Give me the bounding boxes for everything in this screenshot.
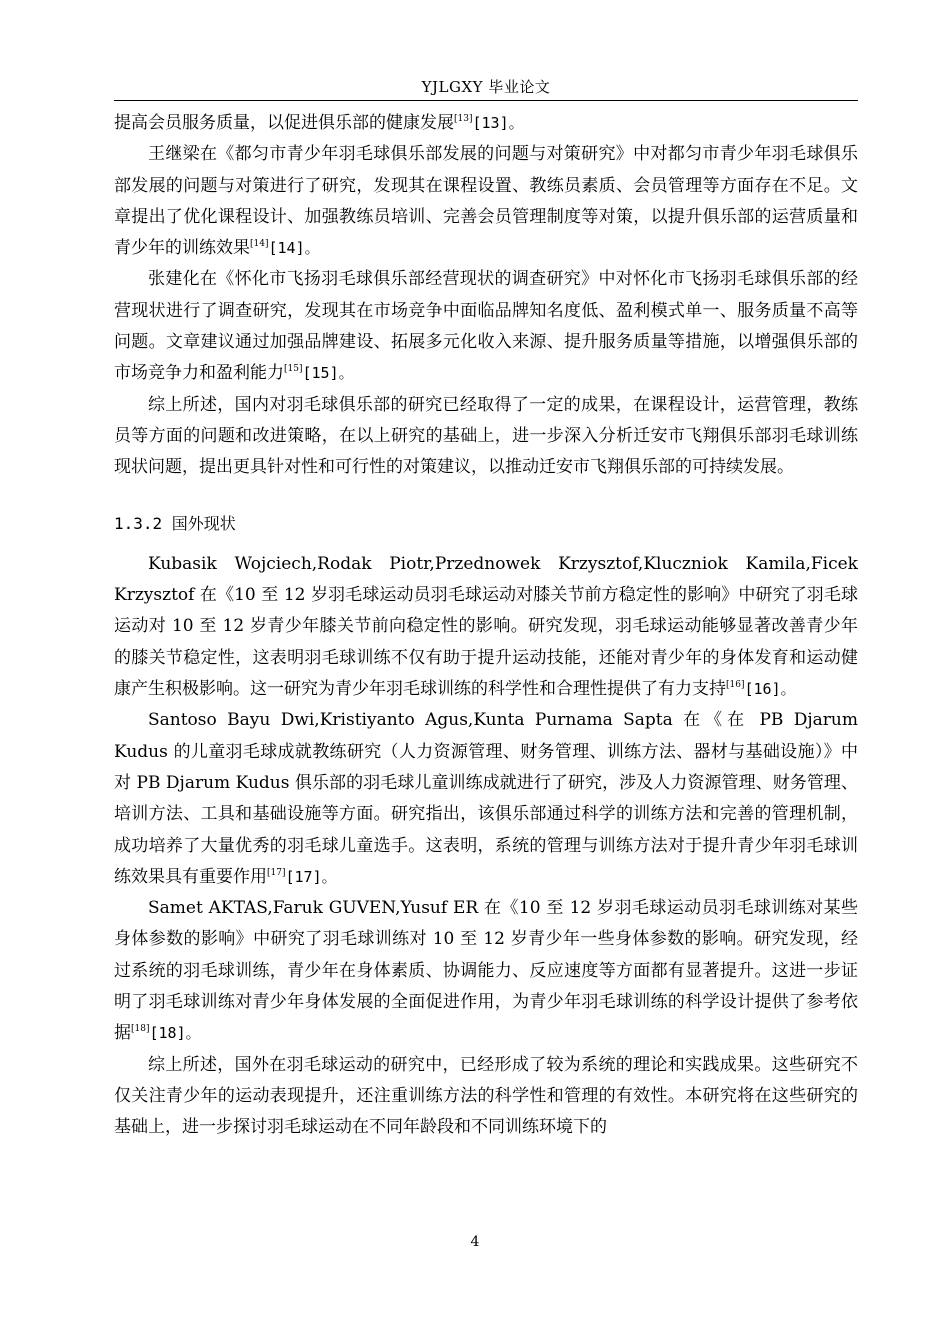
paragraph xyxy=(114,893,858,1049)
document-body xyxy=(114,108,858,1144)
paragraph xyxy=(114,390,858,484)
paragraph-text: 王继梁在《都匀市青少年羽毛球俱乐部发展的问题与对策研究》中对都匀市青少年羽毛球俱乐部发展的问题与对策进行了研究，发现其在课程设置、教练员素质、会员管理等方面存在不足。文章提出了优化课程设计、加强教练员培训、完善会员管理制度等对策，以提升俱乐部的运营质量和青少年的训练效果 xyxy=(114,144,858,259)
paragraph-text: Santoso Bayu Dwi,Kristiyanto Agus,Kunta Purnama Sapta 在《在 PB Djarum Kudus 的儿童羽毛球成就教练研究（人力资源管理、财务管理、训练方法、器材与基础设施）》中对 PB Djarum Kudus 俱乐部的羽毛球儿童训练成就进行了研究，涉及人力资源管理、财务管理、培训方法、工具和基础设施等方面。研究指出，该俱乐部通过科学的训练方法和完善的管理机制，成功培养了大量优秀的羽毛球儿童选手。这表明，系统的管理与训练方法对于提升青少年羽毛球训练效果具有重要作用 xyxy=(114,710,858,887)
paragraph xyxy=(114,139,858,264)
page-number: 4 xyxy=(470,1234,480,1250)
citation-ref: [18]。 xyxy=(149,1024,201,1043)
citation-superscript: [13] xyxy=(454,114,473,124)
citation-ref: [15]。 xyxy=(302,364,354,383)
paragraph-text: Kubasik Wojciech,Rodak Piotr,Przednowek Krzysztof,Kluczniok Kamila,Ficek Krzysztof 在《10 至 12 岁羽毛球运动员羽毛球运动对膝关节前方稳定性的影响》中研究了羽毛球运动对 10 至 12 岁青少年膝关节前向稳定性的影响。研究发现，羽毛球运动能够显著改善青少年的膝关节稳定性，这表明羽毛球训练不仅有助于提升运动技能，还能对青少年的身体发育和运动健康产生积极影响。这一研究为青少年羽毛球训练的科学性和合理性提供了有力支持 xyxy=(114,553,858,700)
citation-ref: [14]。 xyxy=(268,239,320,258)
citation-superscript: [16] xyxy=(726,680,745,691)
citation-ref: [16]。 xyxy=(744,680,796,699)
page-header: YJLGXY 毕业论文 xyxy=(421,78,551,96)
citation-superscript: [17] xyxy=(267,867,286,878)
paragraph-text: 张建化在《怀化市飞扬羽毛球俱乐部经营现状的调查研究》中对怀化市飞扬羽毛球俱乐部的经营现状进行了调查研究，发现其在市场竞争中面临品牌知名度低、盈利模式单一、服务质量不高等问题。文章建议通过加强品牌建设、拓展多元化收入来源、提升服务质量等措施，以增强俱乐部的市场竞争力和盈利能力 xyxy=(114,269,858,384)
paragraph xyxy=(114,108,858,139)
paragraph xyxy=(114,549,858,705)
paragraph-text: 综上所述，国外在羽毛球运动的研究中，已经形成了较为系统的理论和实践成果。这些研究不仅关注青少年的运动表现提升，还注重训练方法的科学性和管理的有效性。本研究将在这些研究的基础上，进一步探讨羽毛球运动在不同年龄段和不同训练环境下的 xyxy=(114,1054,858,1138)
citation-ref: [17]。 xyxy=(285,867,337,886)
paragraph xyxy=(114,705,858,893)
paragraph xyxy=(114,264,858,389)
citation-superscript: [15] xyxy=(284,364,303,375)
citation-superscript: [14] xyxy=(250,239,269,250)
citation-ref: [13]。 xyxy=(472,114,524,132)
paragraph-text: 综上所述，国内对羽毛球俱乐部的研究已经取得了一定的成果，在课程设计，运营管理，教练员等方面的问题和改进策略，在以上研究的基础上，进一步深入分析迁安市飞翔俱乐部羽毛球训练现状问题，提出更具针对性和可行性的对策建议，以推动迁安市飞翔俱乐部的可持续发展。 xyxy=(114,394,858,478)
paragraph-text: Samet AKTAS,Faruk GUVEN,Yusuf ER 在《10 至 12 岁羽毛球运动员羽毛球训练对某些身体参数的影响》中研究了羽毛球训练对 10 至 12 岁青少年一些身体参数的影响。研究发现，经过系统的羽毛球训练，青少年在身体素质、协调能力、反应速度等方面都有显著提升。这进一步证明了羽毛球训练对青少年身体发展的全面促进作用，为青少年羽毛球训练的科学设计提供了参考依据 xyxy=(114,898,858,1044)
paragraph xyxy=(114,1050,858,1144)
header-rule xyxy=(114,100,858,101)
paragraph-text: 提高会员服务质量，以促进俱乐部的健康发展 xyxy=(114,113,454,133)
section-heading: 1.3.2 国外现状 xyxy=(114,513,236,533)
citation-superscript: [18] xyxy=(131,1024,150,1035)
